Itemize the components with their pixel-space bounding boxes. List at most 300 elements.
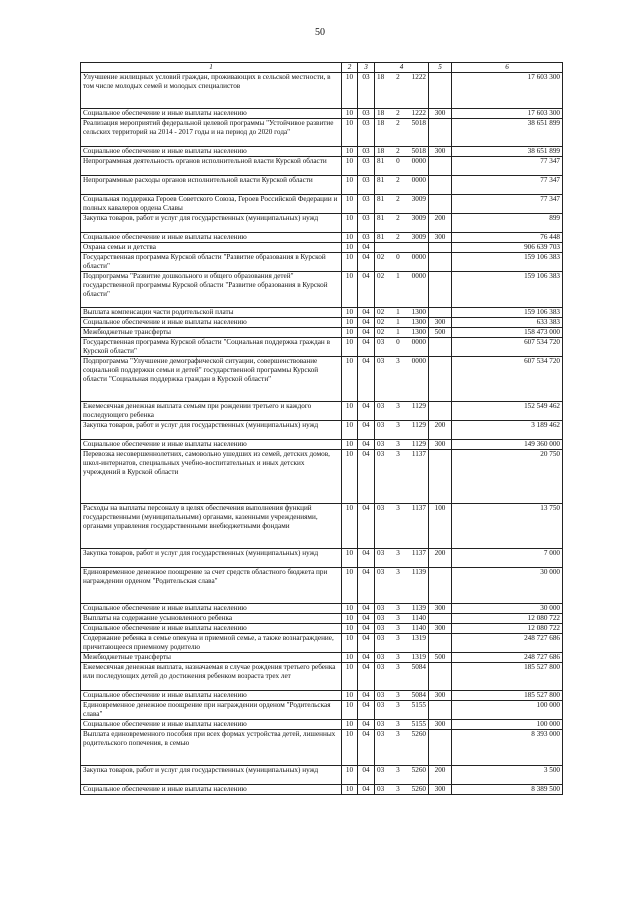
row-subsection: 04	[358, 766, 375, 785]
row-target-code	[375, 440, 429, 450]
row-subsection: 04	[358, 440, 375, 450]
row-section: 10	[342, 604, 358, 614]
target-code-part: 03	[377, 504, 385, 512]
row-amount: 100 000	[452, 701, 563, 720]
row-expense-type	[429, 253, 452, 272]
row-amount: 38 651 899	[452, 147, 563, 157]
row-target-code	[375, 504, 429, 549]
row-expense-type: 100	[429, 504, 452, 549]
row-expense-type	[429, 338, 452, 357]
target-code-part: 2	[396, 233, 400, 241]
target-code-part: 5084	[411, 663, 426, 671]
row-section: 10	[342, 766, 358, 785]
row-target-code	[375, 604, 429, 614]
target-code-parts	[377, 730, 426, 739]
row-subsection: 03	[358, 147, 375, 157]
row-target-code	[375, 233, 429, 243]
table-row	[81, 701, 563, 720]
row-section: 10	[342, 549, 358, 568]
row-target-code	[375, 663, 429, 691]
row-expense-type: 300	[429, 785, 452, 795]
table-row	[81, 176, 563, 195]
table-row	[81, 663, 563, 691]
row-name: Социальное обеспечение и иные выплаты населению	[81, 691, 342, 701]
target-code-part: 03	[377, 624, 385, 632]
target-code-part: 03	[377, 634, 385, 642]
target-code-parts	[377, 272, 426, 281]
row-subsection: 04	[358, 634, 375, 653]
table-row	[81, 549, 563, 568]
row-name: Социальное обеспечение и иные выплаты населению	[81, 109, 342, 119]
table-row	[81, 272, 563, 308]
row-subsection: 04	[358, 253, 375, 272]
target-code-parts	[377, 195, 426, 204]
target-code-part: 81	[377, 233, 385, 241]
row-expense-type	[429, 243, 452, 253]
row-amount: 3 189 462	[452, 421, 563, 440]
target-code-part: 3	[396, 720, 400, 728]
row-section: 10	[342, 504, 358, 549]
row-section: 10	[342, 440, 358, 450]
row-target-code	[375, 272, 429, 308]
row-subsection: 04	[358, 614, 375, 624]
target-code-part: 18	[377, 109, 385, 117]
row-subsection: 04	[358, 604, 375, 614]
row-name: Выплата компенсации части родительской платы	[81, 308, 342, 318]
target-code-part: 03	[377, 549, 385, 557]
target-code-parts	[377, 421, 426, 430]
target-code-parts	[377, 624, 426, 633]
row-amount: 7 000	[452, 549, 563, 568]
row-section: 10	[342, 730, 358, 766]
row-section: 10	[342, 176, 358, 195]
row-name: Закупка товаров, работ и услуг для государственных (муниципальных) нужд	[81, 214, 342, 233]
target-code-part: 81	[377, 195, 385, 203]
row-target-code	[375, 766, 429, 785]
row-target-code	[375, 243, 429, 253]
row-subsection: 04	[358, 785, 375, 795]
row-name: Социальное обеспечение и иные выплаты населению	[81, 624, 342, 634]
target-code-part: 02	[377, 318, 385, 326]
target-code-parts	[377, 785, 426, 794]
row-amount: 152 549 462	[452, 402, 563, 421]
target-code-part: 3009	[411, 233, 426, 241]
row-expense-type	[429, 73, 452, 109]
row-amount: 3 500	[452, 766, 563, 785]
row-amount: 12 080 722	[452, 614, 563, 624]
row-subsection: 03	[358, 157, 375, 176]
row-amount: 77 347	[452, 195, 563, 214]
row-name: Расходы на выплаты персоналу в целях обеспечения выполнения функций государственными (муниципальными) органами, казенными учреждениями, органами управления государственными внебюджетными фондами	[81, 504, 342, 549]
target-code-part: 03	[377, 614, 385, 622]
table-row	[81, 318, 563, 328]
row-expense-type	[429, 195, 452, 214]
row-amount: 100 000	[452, 720, 563, 730]
row-subsection: 03	[358, 119, 375, 147]
target-code-parts	[377, 308, 426, 317]
target-code-part: 0000	[411, 357, 426, 365]
row-name: Закупка товаров, работ и услуг для государственных (муниципальных) нужд	[81, 549, 342, 568]
row-expense-type	[429, 272, 452, 308]
row-subsection: 04	[358, 701, 375, 720]
target-code-part: 0000	[411, 272, 426, 280]
row-target-code	[375, 338, 429, 357]
target-code-parts	[377, 338, 426, 347]
row-target-code	[375, 328, 429, 338]
row-target-code	[375, 568, 429, 604]
row-section: 10	[342, 253, 358, 272]
row-target-code	[375, 634, 429, 653]
target-code-part: 5018	[411, 119, 426, 127]
row-amount: 76 448	[452, 233, 563, 243]
row-subsection: 04	[358, 328, 375, 338]
row-expense-type: 200	[429, 766, 452, 785]
header-col-5: 5	[429, 63, 452, 73]
target-code-part: 2	[396, 195, 400, 203]
row-section: 10	[342, 195, 358, 214]
row-expense-type: 500	[429, 328, 452, 338]
table-row	[81, 504, 563, 549]
row-section: 10	[342, 634, 358, 653]
row-amount: 77 347	[452, 176, 563, 195]
header-col-2: 2	[342, 63, 358, 73]
row-subsection: 04	[358, 504, 375, 549]
target-code-part: 03	[377, 568, 385, 576]
row-name: Социальная поддержка Героев Советского Союза, Героев Российской Федерации и полных кавалеров ордена Славы	[81, 195, 342, 214]
target-code-part: 3	[396, 766, 400, 774]
row-amount: 159 106 383	[452, 308, 563, 318]
row-amount: 17 603 300	[452, 73, 563, 109]
row-name: Единовременное денежное поощрение за счет средств областного бюджета при награждении орденом "Родительская слава"	[81, 568, 342, 604]
row-amount: 906 639 703	[452, 243, 563, 253]
target-code-part: 18	[377, 119, 385, 127]
row-target-code	[375, 318, 429, 328]
row-amount: 607 534 720	[452, 338, 563, 357]
target-code-part: 3	[396, 421, 400, 429]
table-row	[81, 568, 563, 604]
table-row	[81, 653, 563, 663]
row-expense-type: 300	[429, 691, 452, 701]
row-target-code	[375, 109, 429, 119]
table-row	[81, 109, 563, 119]
table-row	[81, 119, 563, 147]
row-target-code	[375, 421, 429, 440]
row-amount: 248 727 686	[452, 634, 563, 653]
row-expense-type	[429, 450, 452, 504]
table-row	[81, 157, 563, 176]
row-section: 10	[342, 338, 358, 357]
target-code-part: 0	[396, 338, 400, 346]
target-code-part: 1	[396, 328, 400, 336]
target-code-part: 02	[377, 328, 385, 336]
row-subsection: 03	[358, 73, 375, 109]
row-amount: 30 000	[452, 568, 563, 604]
row-name: Межбюджетные трансферты	[81, 328, 342, 338]
row-name: Социальное обеспечение и иные выплаты населению	[81, 785, 342, 795]
row-amount: 30 000	[452, 604, 563, 614]
row-section: 10	[342, 109, 358, 119]
row-target-code	[375, 720, 429, 730]
row-section: 10	[342, 691, 358, 701]
target-code-part: 1222	[411, 109, 426, 117]
row-name: Подпрограмма "Улучшение демографической ситуации, совершенствование социальной поддержки семьи и детей" государственной программы Курской области "Социальная поддержка граждан в Курской области"	[81, 357, 342, 402]
page-number: 50	[315, 27, 325, 38]
target-code-part: 03	[377, 402, 385, 410]
target-code-part: 18	[377, 73, 385, 81]
row-name: Содержание ребенка в семье опекуна и приемной семье, а также вознаграждение, причитающееся приемному родителю	[81, 634, 342, 653]
target-code-part: 3009	[411, 195, 426, 203]
row-name: Выплаты на содержание усыновленного ребенка	[81, 614, 342, 624]
target-code-part: 18	[377, 147, 385, 155]
target-code-parts	[377, 604, 426, 613]
target-code-parts	[377, 176, 426, 185]
target-code-parts	[377, 109, 426, 118]
row-section: 10	[342, 147, 358, 157]
target-code-part: 0000	[411, 338, 426, 346]
row-section: 10	[342, 421, 358, 440]
target-code-part: 2	[396, 147, 400, 155]
target-code-part: 3	[396, 785, 400, 793]
target-code-part: 02	[377, 253, 385, 261]
row-expense-type: 200	[429, 549, 452, 568]
row-amount: 185 527 800	[452, 691, 563, 701]
target-code-part: 02	[377, 308, 385, 316]
budget-table	[80, 62, 563, 795]
table-row	[81, 624, 563, 634]
target-code-part: 1129	[411, 440, 426, 448]
target-code-part: 03	[377, 766, 385, 774]
table-row	[81, 604, 563, 614]
row-expense-type	[429, 568, 452, 604]
target-code-parts	[377, 614, 426, 623]
target-code-part: 3	[396, 604, 400, 612]
row-amount: 20 750	[452, 450, 563, 504]
row-subsection: 04	[358, 308, 375, 318]
target-code-part: 3	[396, 691, 400, 699]
row-name: Социальное обеспечение и иные выплаты населению	[81, 604, 342, 614]
table-row	[81, 614, 563, 624]
row-amount: 158 473 000	[452, 328, 563, 338]
target-code-part: 3	[396, 504, 400, 512]
row-target-code	[375, 195, 429, 214]
row-section: 10	[342, 272, 358, 308]
row-target-code	[375, 701, 429, 720]
row-section: 10	[342, 624, 358, 634]
table-row	[81, 73, 563, 109]
row-section: 10	[342, 785, 358, 795]
target-code-parts	[377, 663, 426, 672]
row-target-code	[375, 147, 429, 157]
row-section: 10	[342, 720, 358, 730]
table-row	[81, 243, 563, 253]
target-code-parts	[377, 73, 426, 82]
target-code-part: 3	[396, 402, 400, 410]
table-header-row	[81, 63, 563, 73]
row-section: 10	[342, 157, 358, 176]
target-code-part: 2	[396, 176, 400, 184]
target-code-part: 3	[396, 634, 400, 642]
target-code-part: 0000	[411, 176, 426, 184]
target-code-part: 1137	[411, 504, 426, 512]
row-name: Непрограммные расходы органов исполнительной власти Курской области	[81, 176, 342, 195]
target-code-parts	[377, 357, 426, 366]
target-code-parts	[377, 253, 426, 262]
row-target-code	[375, 785, 429, 795]
row-amount: 899	[452, 214, 563, 233]
row-section: 10	[342, 568, 358, 604]
row-name: Перевозка несовершеннолетних, самовольно ушедших из семей, детских домов, школ-интернатов, специальных учебно-воспитательных и иных детских учреждений в Курской области	[81, 450, 342, 504]
row-target-code	[375, 624, 429, 634]
row-expense-type	[429, 157, 452, 176]
target-code-part: 3	[396, 614, 400, 622]
row-amount: 77 347	[452, 157, 563, 176]
row-target-code	[375, 157, 429, 176]
target-code-part: 03	[377, 421, 385, 429]
row-expense-type	[429, 614, 452, 624]
row-subsection: 04	[358, 243, 375, 253]
row-subsection: 04	[358, 663, 375, 691]
header-col-3: 3	[358, 63, 375, 73]
row-expense-type: 300	[429, 318, 452, 328]
target-code-part: 2	[396, 119, 400, 127]
row-subsection: 04	[358, 402, 375, 421]
row-subsection: 04	[358, 450, 375, 504]
row-subsection: 04	[358, 730, 375, 766]
target-code-part: 81	[377, 214, 385, 222]
table-row	[81, 785, 563, 795]
target-code-part: 3	[396, 653, 400, 661]
row-name: Охрана семьи и детства	[81, 243, 342, 253]
target-code-part: 0000	[411, 157, 426, 165]
row-name: Подпрограмма "Развитие дошкольного и общего образования детей" государственной программы Курской области "Развитие образования в Курской области"	[81, 272, 342, 308]
table-row	[81, 691, 563, 701]
table-row	[81, 634, 563, 653]
target-code-part: 03	[377, 701, 385, 709]
target-code-part: 1300	[411, 318, 426, 326]
target-code-part: 5260	[411, 766, 426, 774]
target-code-parts	[377, 504, 426, 513]
row-section: 10	[342, 308, 358, 318]
target-code-part: 3	[396, 730, 400, 738]
row-name: Выплата единовременного пособия при всех формах устройства детей, лишенных родительского попечения, в семью	[81, 730, 342, 766]
row-amount: 8 389 500	[452, 785, 563, 795]
target-code-part: 1139	[411, 604, 426, 612]
target-code-part: 3	[396, 440, 400, 448]
target-code-parts	[377, 214, 426, 223]
target-code-part: 1319	[411, 653, 426, 661]
header-col-4: 4	[375, 63, 429, 73]
row-subsection: 03	[358, 109, 375, 119]
row-target-code	[375, 176, 429, 195]
row-name: Межбюджетные трансферты	[81, 653, 342, 663]
target-code-parts	[377, 147, 426, 156]
row-expense-type: 300	[429, 440, 452, 450]
target-code-parts	[377, 402, 426, 411]
target-code-parts	[377, 318, 426, 327]
target-code-part: 03	[377, 663, 385, 671]
table-row	[81, 421, 563, 440]
target-code-part: 2	[396, 73, 400, 81]
table-row	[81, 195, 563, 214]
table-row	[81, 440, 563, 450]
target-code-parts	[377, 766, 426, 775]
table-row	[81, 214, 563, 233]
target-code-part: 03	[377, 338, 385, 346]
target-code-parts	[377, 701, 426, 710]
target-code-part: 81	[377, 176, 385, 184]
target-code-part: 1129	[411, 402, 426, 410]
row-subsection: 04	[358, 318, 375, 328]
target-code-part: 0000	[411, 253, 426, 261]
target-code-parts	[377, 653, 426, 662]
table-row	[81, 357, 563, 402]
row-expense-type: 300	[429, 147, 452, 157]
target-code-part: 1300	[411, 308, 426, 316]
row-name: Социальное обеспечение и иные выплаты населению	[81, 318, 342, 328]
target-code-part: 1	[396, 308, 400, 316]
row-target-code	[375, 614, 429, 624]
target-code-part: 1137	[411, 549, 426, 557]
row-target-code	[375, 73, 429, 109]
table-row	[81, 147, 563, 157]
row-section: 10	[342, 701, 358, 720]
target-code-part: 1300	[411, 328, 426, 336]
row-expense-type: 300	[429, 233, 452, 243]
row-subsection: 04	[358, 691, 375, 701]
target-code-part: 5260	[411, 730, 426, 738]
table-row	[81, 338, 563, 357]
row-subsection: 03	[358, 176, 375, 195]
row-subsection: 04	[358, 720, 375, 730]
row-amount: 12 080 722	[452, 624, 563, 634]
target-code-part: 3	[396, 357, 400, 365]
row-amount: 159 106 383	[452, 253, 563, 272]
row-subsection: 04	[358, 624, 375, 634]
row-expense-type	[429, 308, 452, 318]
header-col-1: 1	[81, 63, 342, 73]
row-target-code	[375, 730, 429, 766]
target-code-part: 1140	[411, 614, 426, 622]
target-code-parts	[377, 233, 426, 242]
target-code-part: 1139	[411, 568, 426, 576]
row-expense-type	[429, 119, 452, 147]
target-code-parts	[377, 720, 426, 729]
target-code-part: 5155	[411, 720, 426, 728]
row-section: 10	[342, 328, 358, 338]
row-section: 10	[342, 73, 358, 109]
target-code-part: 0	[396, 157, 400, 165]
row-amount: 13 750	[452, 504, 563, 549]
target-code-part: 1222	[411, 73, 426, 81]
target-code-part: 03	[377, 604, 385, 612]
target-code-parts	[377, 440, 426, 449]
target-code-part: 5084	[411, 691, 426, 699]
row-target-code	[375, 253, 429, 272]
row-target-code	[375, 357, 429, 402]
table-row	[81, 766, 563, 785]
row-name: Закупка товаров, работ и услуг для государственных (муниципальных) нужд	[81, 421, 342, 440]
target-code-parts	[377, 549, 426, 558]
target-code-part: 03	[377, 691, 385, 699]
row-section: 10	[342, 233, 358, 243]
target-code-part: 5260	[411, 785, 426, 793]
row-subsection: 04	[358, 338, 375, 357]
target-code-part: 1	[396, 272, 400, 280]
row-section: 10	[342, 357, 358, 402]
row-amount: 607 534 720	[452, 357, 563, 402]
row-expense-type: 300	[429, 109, 452, 119]
row-section: 10	[342, 614, 358, 624]
